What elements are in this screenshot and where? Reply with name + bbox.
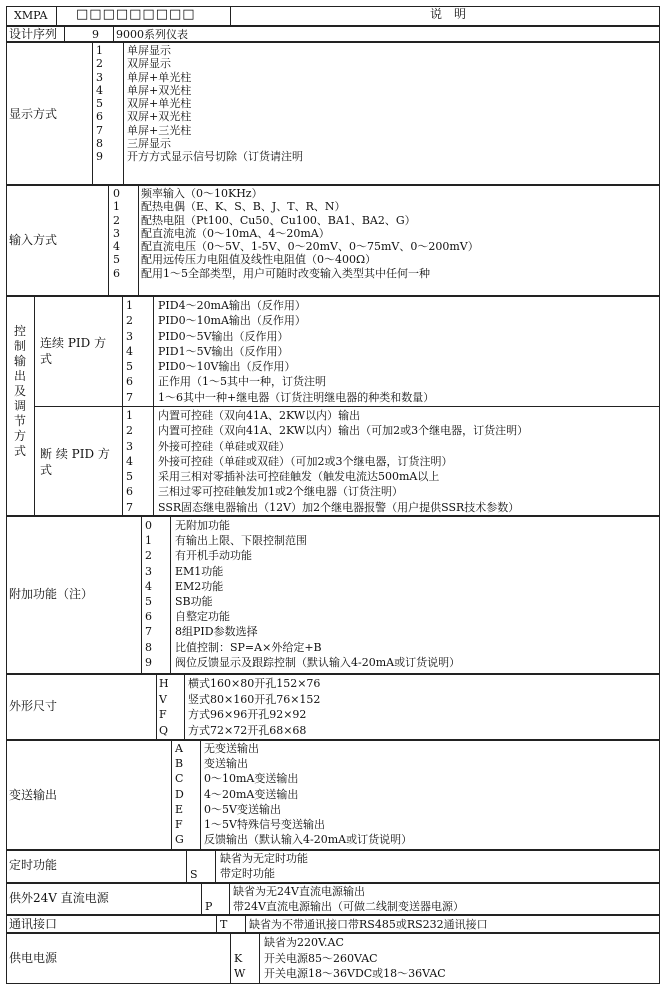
input-code: 4 [113, 240, 120, 254]
input-code: 0 [113, 187, 120, 200]
addon-desc: 8组PID参数选择 [175, 625, 258, 639]
supply24-desc: 带24V直流电源输出（可做二线制变送器电源） [233, 900, 464, 913]
size-code: F [159, 708, 167, 721]
input-codes [113, 187, 120, 280]
input-code: 2 [113, 213, 120, 227]
power-code: K [234, 951, 243, 965]
addon-descs [175, 518, 460, 670]
addon-code: 2 [145, 549, 152, 563]
addon-desc: 阀位反馈显示及跟踪控制（默认输入4-20mA或订货说明） [175, 655, 461, 669]
display-desc: 双屏显示 [127, 57, 171, 71]
display-desc: 单屏+三光柱 [127, 123, 192, 137]
continuous-code: 3 [126, 329, 133, 343]
continuous-code: 6 [126, 375, 133, 389]
display-desc: 开方方式显示信号切除（订货请注明 [127, 150, 303, 164]
display-code: 2 [96, 57, 103, 71]
series-label: 设计序列 [9, 27, 58, 41]
continuous-code: 7 [126, 390, 133, 404]
discontinuous-code: 4 [126, 454, 133, 468]
addon-code: 1 [145, 534, 152, 548]
discontinuous-desc: 内置可控硅（双向41A、2KW以内）输出（可加2或3个继电器，订货注明） [158, 424, 529, 438]
display-desc: 三屏显示 [127, 137, 171, 151]
transmit-desc: 1～5V特殊信号变送输出 [204, 817, 325, 831]
transmit-desc: 变送输出 [204, 757, 248, 771]
size-code: V [159, 692, 167, 706]
model-code-boxes: □□□□□□□□□ [76, 7, 196, 22]
transmit-code: E [175, 802, 184, 816]
addon-code: 4 [145, 579, 152, 593]
transmit-code: C [175, 772, 184, 786]
display-codes [96, 44, 103, 164]
power-desc: 开关电源18～36VDC或18～36VAC [264, 967, 446, 980]
continuous-codes [126, 298, 133, 405]
size-label: 外形尺寸 [9, 699, 58, 713]
display-code: 5 [96, 97, 103, 111]
supply24-desc: 缺省为无24V直流电源输出 [233, 885, 365, 898]
display-code: 8 [96, 137, 103, 151]
transmit-desc: 反馈输出（默认输入4-20mA或订货说明） [204, 833, 413, 847]
addon-code: 3 [145, 564, 152, 578]
addon-code: 7 [145, 625, 152, 639]
addon-desc: 自整定功能 [175, 610, 230, 624]
transmit-code: B [175, 757, 184, 771]
transmit-desc: 无变送输出 [204, 742, 259, 755]
display-code: 9 [96, 150, 103, 164]
addon-code: 6 [145, 610, 152, 624]
transmit-desc: 0～5V变送输出 [204, 802, 281, 816]
discontinuous-code: 5 [126, 470, 133, 484]
continuous-desc: PID4～20mA输出（反作用） [158, 299, 306, 312]
continuous-code: 1 [126, 299, 133, 312]
addon-desc: 无附加功能 [175, 519, 230, 532]
display-desc: 单屏显示 [127, 44, 171, 57]
continuous-desc: 1～6其中一种+继电器（订货注明继电器的种类和数量） [158, 390, 435, 404]
display-descs [127, 44, 303, 164]
input-code: 6 [113, 266, 120, 280]
timer-label: 定时功能 [9, 858, 58, 872]
continuous-desc: PID0～5V输出（反作用） [158, 329, 289, 343]
transmit-desc: 0～10mA变送输出 [204, 772, 299, 786]
discontinuous-code: 1 [126, 409, 133, 422]
continuous-desc: PID0～10mA输出（反作用） [158, 314, 306, 328]
input-code: 5 [113, 253, 120, 267]
transmit-descs [204, 741, 412, 847]
input-code: 1 [113, 200, 120, 214]
discontinuous-desc: 内置可控硅（双向41A、2KW以内）输出 [158, 409, 361, 422]
header-title: 说 明 [430, 7, 467, 21]
power-desc: 开关电源85～260VAC [264, 951, 378, 965]
size-desc: 横式160×80开孔152×76 [188, 677, 321, 690]
input-desc: 配直流电流（0～10mA、4～20mA） [141, 226, 330, 240]
input-desc: 配热电阻（Pt100、Cu50、Cu100、BA1、BA2、G） [141, 213, 416, 227]
timer-desc: 带定时功能 [220, 867, 275, 880]
size-codes [159, 676, 169, 738]
comm-desc: 缺省为不带通讯接口带RS485或RS232通讯接口 [249, 918, 488, 931]
addon-label: 附加功能（注） [9, 587, 94, 601]
continuous-label: 连续 PID 方式 [40, 336, 107, 366]
power-desc: 缺省为220V.AC [264, 936, 344, 949]
discontinuous-desc: SSR固态继电器输出（12V）加2个继电器报警（用户提供SSR技术参数） [158, 500, 520, 514]
continuous-desc: 正作用（1～5其中一种，订货注明 [158, 375, 326, 389]
transmit-code: G [175, 833, 184, 847]
transmit-desc: 4～20mA变送输出 [204, 787, 299, 801]
discontinuous-desc: 三相过零可控硅触发加1或2个继电器（订货注明） [158, 485, 403, 499]
discontinuous-label: 断 续 PID 方式 [40, 447, 110, 477]
addon-desc: 有开机手动功能 [175, 549, 252, 563]
power-code [234, 935, 245, 951]
transmit-code: F [175, 817, 183, 831]
continuous-descs [158, 298, 434, 405]
transmit-codes [175, 741, 184, 847]
display-code: 6 [96, 110, 103, 124]
input-desc: 配用远传压力电阻值及线性电阻值（0～400Ω） [141, 253, 377, 267]
addon-code: 5 [145, 594, 152, 608]
input-label: 输入方式 [9, 233, 58, 247]
input-descs [141, 187, 479, 280]
supply24-label: 供外24V 直流电源 [9, 891, 109, 905]
display-section [6, 42, 660, 185]
addon-codes [145, 518, 152, 670]
timer-section [6, 850, 660, 883]
addon-desc: EM2功能 [175, 579, 224, 593]
discontinuous-code: 6 [126, 485, 133, 499]
discontinuous-code: 3 [126, 439, 133, 453]
size-section [6, 674, 660, 740]
comm-code: T [220, 918, 228, 931]
power-code: W [234, 967, 246, 980]
transmit-code: D [175, 787, 184, 801]
addon-code: 8 [145, 640, 152, 654]
model-label: XMPA [14, 9, 48, 22]
display-desc: 双屏+单光柱 [127, 97, 192, 111]
addon-desc: SB功能 [175, 594, 213, 608]
continuous-code: 4 [126, 344, 133, 358]
timer-desc: 缺省为无定时功能 [220, 852, 308, 865]
display-code: 7 [96, 123, 103, 137]
display-code: 3 [96, 70, 103, 84]
size-desc: 方式96×96开孔92×92 [188, 708, 307, 721]
series-row [6, 26, 660, 42]
control-label: 控制输出及调节方式 [13, 324, 26, 458]
power-descs [264, 935, 446, 982]
display-label: 显示方式 [9, 107, 58, 121]
supply24-code: P [205, 900, 213, 913]
input-code: 3 [113, 226, 120, 240]
continuous-desc: PID0～10V输出（反作用） [158, 360, 296, 374]
display-desc: 双屏+双光柱 [127, 110, 192, 124]
discontinuous-desc: 外接可控硅（单硅或双硅） [158, 439, 290, 453]
transmit-code: A [175, 742, 183, 755]
display-desc: 单屏+双光柱 [127, 83, 192, 97]
size-code: Q [159, 723, 169, 737]
discontinuous-code: 7 [126, 500, 133, 514]
series-desc: 9000系列仪表 [116, 28, 188, 41]
continuous-desc: PID1～5V输出（反作用） [158, 344, 289, 358]
size-code: H [159, 677, 169, 690]
series-code: 9 [92, 28, 99, 41]
transmit-label: 变送输出 [9, 788, 58, 802]
discontinuous-code: 2 [126, 424, 133, 438]
discontinuous-descs [158, 408, 528, 515]
size-descs [188, 676, 320, 738]
addon-code: 9 [145, 655, 152, 669]
timer-code: S [190, 868, 198, 881]
discontinuous-desc: 外接可控硅（单硅或双硅）（可加2或3个继电器，订货注明） [158, 454, 453, 468]
addon-desc: EM1功能 [175, 564, 224, 578]
addon-desc: 有输出上限、下限控制范围 [175, 534, 307, 548]
display-code: 1 [96, 44, 103, 57]
size-desc: 方式72×72开孔68×68 [188, 723, 307, 737]
continuous-code: 5 [126, 360, 133, 374]
addon-desc: 比值控制：SP=A×外给定+B [175, 640, 322, 654]
power-label: 供电电源 [9, 951, 58, 965]
input-desc: 配热电偶（E、K、S、B、J、T、R、N） [141, 200, 346, 214]
discontinuous-desc: 采用三相对零插补法可控硅触发（触发电流达500mA以上 [158, 470, 440, 484]
input-desc: 配用1～5全部类型，用户可随时改变输入类型其中任何一种 [141, 266, 430, 280]
comm-label: 通讯接口 [9, 917, 58, 931]
discontinuous-codes [126, 408, 133, 515]
input-desc: 配直流电压（0～5V、1-5V、0～20mV、0～75mV、0～200mV） [141, 240, 479, 254]
display-desc: 单屏+单光柱 [127, 70, 192, 84]
display-code: 4 [96, 83, 103, 97]
input-desc: 频率输入（0～10KHz） [141, 187, 263, 200]
power-codes [234, 935, 245, 982]
addon-code: 0 [145, 519, 152, 532]
size-desc: 竖式80×160开孔76×152 [188, 692, 321, 706]
continuous-code: 2 [126, 314, 133, 328]
